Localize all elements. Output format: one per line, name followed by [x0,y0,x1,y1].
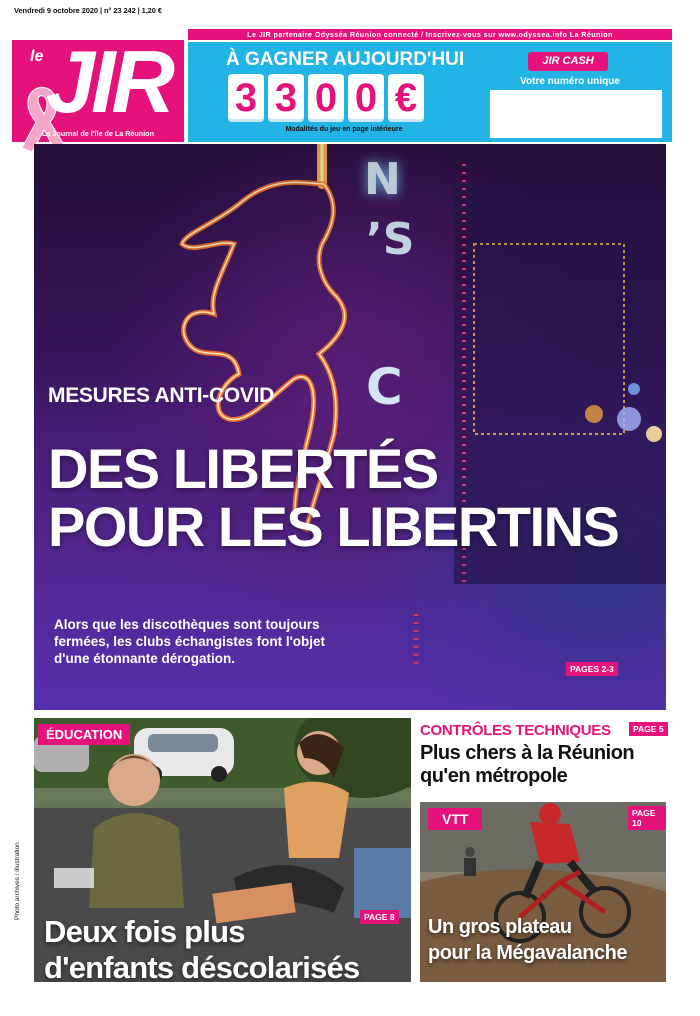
controles-headline[interactable] [420,742,634,788]
logo-wordmark: JIR [46,32,171,131]
headline-line: qu'en métropole [420,765,568,787]
newspaper-logo[interactable] [12,32,184,142]
prize-amount [228,74,424,122]
education-headline[interactable] [44,914,359,982]
controles-page-ref[interactable]: PAGE 5 [629,722,668,736]
lead-kicker: MESURES ANTI-COVID [48,384,275,407]
prize-digit: 3 [268,74,304,122]
prize-digit: 0 [308,74,344,122]
headline-line: Un gros plateau [428,916,572,938]
vtt-page-ref[interactable]: PAGE 10 [628,806,666,830]
headline-line: POUR LES LIBERTINS [48,495,619,558]
jir-cash-badge: JIR CASH [528,52,608,71]
lead-summary: Alors que les discothèques sont toujours fermées, les clubs échangistes font l'objet d'une étonnante dérogation. [54,617,326,666]
lead-photo[interactable] [34,144,666,710]
controles-label[interactable]: CONTRÔLES TECHNIQUES [420,722,611,739]
vtt-tag[interactable]: VTT [428,808,482,830]
logo-prefix: le [30,48,44,65]
vtt-photo[interactable] [420,802,666,982]
lead-page-ref[interactable]: PAGES 2-3 [566,662,618,676]
education-page-ref[interactable]: PAGE 8 [360,910,399,924]
prize-digit: 3 [228,74,264,122]
vtt-headline[interactable] [428,914,627,966]
unique-number-label: Votre numéro unique [520,76,620,87]
contest-note: Modalités du jeu en page intérieure [285,126,403,133]
headline-line: DES LIBERTÉS [48,437,438,500]
dateline: Vendredi 9 octobre 2020 | n° 23 242 | 1,20 € [14,6,162,15]
education-tag[interactable]: ÉDUCATION [38,724,130,745]
contest-title: À GAGNER AUJOURD'HUI [226,49,465,70]
headline-line: Deux fois plus [44,914,245,949]
prize-digit: 0 [348,74,384,122]
lead-headline[interactable] [48,437,619,558]
unique-number-box [490,90,662,138]
contest-banner [188,42,672,142]
logo-tagline: Le Journal de l'île de La Réunion [42,129,154,138]
headline-line: Plus chers à la Réunion [420,742,635,764]
photo-credit: Photo archives / illustration [14,842,21,920]
prize-currency: € [388,74,424,122]
headline-line: d'enfants déscolarisés [44,950,360,982]
partner-strip[interactable]: Le JIR partenaire Odysséa Réunion connecté / Inscrivez-vous sur www.odyssea.info La Réunion [188,29,672,40]
education-photo[interactable] [34,718,411,982]
headline-line: pour la Mégavalanche [428,942,627,964]
